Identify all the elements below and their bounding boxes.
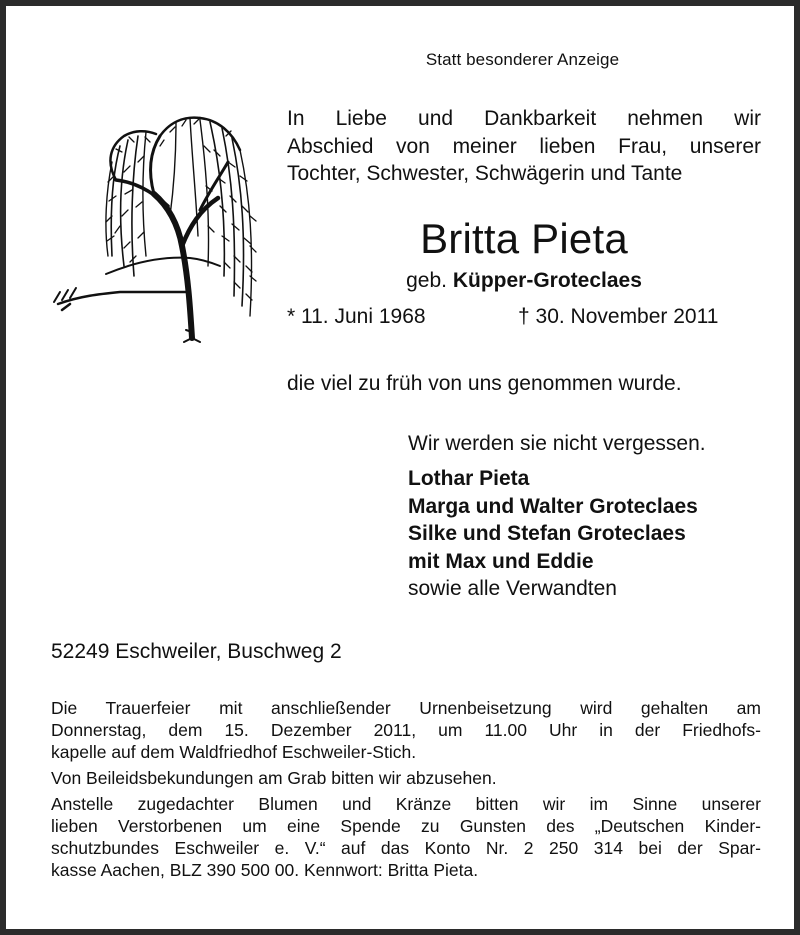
intro-text: [287, 105, 761, 188]
death-date: † 30. November 2011: [518, 305, 719, 328]
mourner-name: Marga und Walter Groteclaes: [408, 494, 698, 518]
mourner-name: Lothar Pieta: [408, 467, 530, 490]
condolence-line: Von Beileidsbekundungen am Grab bitten wir abzusehen.: [51, 768, 497, 788]
intro-line: Abschied von meiner lieben Frau, unserer: [287, 134, 761, 158]
maiden-name: Küpper-Groteclaes: [452, 269, 642, 292]
intro-line: Tochter, Schwester, Schwägerin und Tante: [287, 162, 683, 185]
maiden-name-line: [287, 269, 761, 293]
donation-line: schutzbundes Eschweiler e. V.“ auf das Konto Nr. 2 250 314 bei der Spar-: [51, 838, 761, 858]
mourners-relatives: sowie alle Verwandten: [408, 577, 617, 600]
ceremony-paragraph: [51, 697, 761, 763]
notice-header: Statt besonderer Anzeige: [425, 50, 620, 69]
intro-line: In Liebe und Dankbarkeit nehmen wir: [287, 107, 761, 130]
donation-line: lieben Verstorbenen um eine Spende zu Gunsten des „Deutschen Kinder-: [51, 816, 761, 836]
ceremony-line: Die Trauerfeier mit anschließender Urnenbeisetzung wird gehalten am: [51, 698, 761, 718]
ceremony-line: Donnerstag, dem 15. Dezember 2011, um 11.00 Uhr in der Friedhofs-: [51, 720, 761, 740]
family-address: 52249 Eschweiler, Buschweg 2: [51, 640, 342, 663]
ceremony-line: kapelle auf dem Waldfriedhof Eschweiler-Stich.: [51, 742, 417, 762]
condolence-paragraph: [51, 767, 761, 789]
donation-line: kasse Aachen, BLZ 390 500 00. Kennwort: Britta Pieta.: [51, 860, 479, 880]
maiden-prefix: geb.: [406, 269, 447, 292]
remembrance-text: Wir werden sie nicht vergessen.: [408, 432, 706, 455]
mourner-name: mit Max und Eddie: [408, 549, 594, 573]
deceased-name: Britta Pieta: [420, 215, 628, 262]
weeping-willow-icon: [50, 106, 268, 350]
funeral-notes: [51, 697, 761, 885]
too-soon-text: die viel zu früh von uns genommen wurde.: [287, 372, 682, 395]
birth-date: * 11. Juni 1968: [287, 305, 426, 328]
mourners-list: [408, 465, 698, 603]
donation-line: Anstelle zugedachter Blumen und Kränze bitten wir im Sinne unserer: [51, 794, 761, 814]
donation-paragraph: [51, 793, 761, 881]
mourner-name: Silke und Stefan Groteclaes: [408, 522, 686, 545]
